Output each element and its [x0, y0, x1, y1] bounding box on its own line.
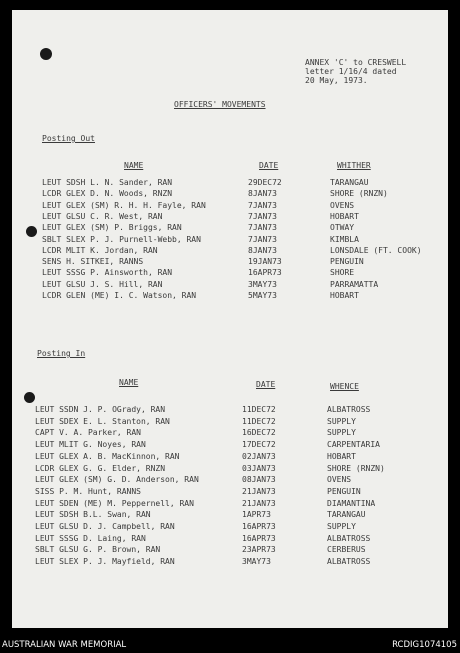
officer-name: LEUT GLEX A. B. MacKinnon, RAN	[35, 451, 180, 461]
officer-name: LEUT SDEN (ME) M. Peppernell, RAN	[35, 498, 194, 508]
movement-location: OVENS	[327, 475, 352, 485]
movement-date: 16APR73	[242, 522, 276, 531]
table-row	[12, 440, 448, 450]
table-row	[12, 405, 448, 415]
movement-location: SUPPLY	[327, 416, 356, 426]
movement-date: 16APR73	[242, 533, 276, 543]
officer-name: LEUT SSDN J. P. OGrady, RAN	[35, 405, 166, 414]
posting-out-whither-header: WHITHER	[337, 161, 371, 170]
movement-date: 8JAN73	[248, 245, 277, 255]
table-row	[12, 464, 448, 474]
posting-out-name-header: NAME	[124, 161, 144, 170]
officer-name: LEUT SSSG P. Ainsworth, RAN	[42, 268, 173, 278]
movement-location: PARRAMATTA	[330, 279, 379, 289]
table-row	[12, 280, 448, 290]
footer-archive-name: AUSTRALIAN WAR MEMORIAL	[2, 640, 127, 650]
annex-reference-line1: ANNEX 'C' to CRESWELL	[305, 58, 407, 67]
table-row	[12, 246, 448, 256]
document-title: OFFICERS' MOVEMENTS	[174, 100, 266, 109]
footer-record-id: RCDIG1074105	[392, 640, 457, 650]
posting-in-name-header: NAME	[119, 378, 139, 387]
table-row	[12, 178, 448, 188]
movement-location: SHORE (RNZN)	[327, 463, 385, 473]
movement-date: 7JAN73	[248, 234, 277, 244]
officer-name: LCDR GLEX D. N. Woods, RNZN	[42, 189, 173, 199]
posting-in-whence-header: WHENCE	[330, 382, 359, 391]
movement-date: 5MAY73	[248, 291, 277, 300]
movement-location: ALBATROSS	[327, 405, 371, 414]
annex-reference-line2: letter 1/16/4 dated	[305, 67, 397, 76]
punch-hole	[24, 392, 35, 403]
movement-location: TARANGAU	[327, 510, 366, 520]
officer-name: LEUT GLEX (SM) G. D. Anderson, RAN	[35, 475, 199, 485]
movement-date: 1APR73	[242, 510, 271, 520]
table-row	[12, 557, 448, 567]
movement-date: 29DEC72	[248, 178, 282, 187]
movement-location: OVENS	[330, 200, 355, 210]
movement-location: PENGUIN	[330, 257, 364, 267]
officer-name: LEUT SDSH B.L. Swan, RAN	[35, 510, 151, 520]
table-row	[12, 223, 448, 233]
movement-date: 11DEC72	[242, 405, 276, 414]
posting-in-date-header: DATE	[256, 380, 276, 389]
movement-location: HOBART	[330, 291, 359, 300]
movement-location: TARANGAU	[330, 178, 369, 187]
movement-date: 16APR73	[248, 268, 282, 278]
table-row	[12, 268, 448, 278]
officer-name: LCDR MLIT K. Jordan, RAN	[42, 245, 158, 255]
movement-date: 08JAN73	[242, 475, 276, 485]
officer-name: LEUT GLSU D. J. Campbell, RAN	[35, 522, 175, 531]
movement-location: PENGUIN	[327, 486, 361, 496]
table-row	[12, 291, 448, 301]
posting-out-heading: Posting Out	[42, 134, 95, 143]
punch-hole	[40, 48, 52, 60]
movement-location: HOBART	[327, 451, 356, 461]
movement-date: 3MAY73	[248, 279, 277, 289]
officer-name: LCDR GLEX G. G. Elder, RNZN	[35, 463, 166, 473]
table-row	[12, 189, 448, 199]
officer-name: SISS P. M. Hunt, RANNS	[35, 486, 141, 496]
movement-date: 11DEC72	[242, 416, 276, 426]
movement-location: SHORE (RNZN)	[330, 189, 388, 199]
table-row	[12, 522, 448, 532]
table-row	[12, 428, 448, 438]
footer-bar	[0, 634, 460, 653]
movement-date: 7JAN73	[248, 200, 277, 210]
movement-location: CERBERUS	[327, 545, 366, 555]
table-row	[12, 534, 448, 544]
table-row	[12, 487, 448, 497]
movement-date: 03JAN73	[242, 463, 276, 473]
table-row	[12, 417, 448, 427]
movement-date: 7JAN73	[248, 211, 277, 221]
movement-date: 19JAN73	[248, 257, 282, 267]
table-row	[12, 212, 448, 222]
movement-date: 23APR73	[242, 545, 276, 555]
officer-name: SBLT GLSU G. P. Brown, RAN	[35, 545, 161, 555]
movement-date: 16DEC72	[242, 428, 276, 438]
officer-name: LEUT SDEX E. L. Stanton, RAN	[35, 416, 170, 426]
officer-name: LEUT SDSH L. N. Sander, RAN	[42, 178, 173, 187]
movement-location: SUPPLY	[327, 522, 356, 531]
movement-location: DIAMANTINA	[327, 498, 376, 508]
table-row	[12, 475, 448, 485]
movement-date: 02JAN73	[242, 451, 276, 461]
document-page	[12, 10, 448, 628]
table-row	[12, 201, 448, 211]
movement-location: KIMBLA	[330, 234, 359, 244]
movement-location: OTWAY	[330, 223, 355, 233]
movement-location: LONSDALE (FT. COOK)	[330, 245, 422, 255]
officer-name: SBLT SLEX P. J. Purnell-Webb, RAN	[42, 234, 201, 244]
movement-date: 8JAN73	[248, 189, 277, 199]
table-row	[12, 257, 448, 267]
table-row	[12, 452, 448, 462]
movement-date: 3MAY73	[242, 557, 271, 567]
movement-location: ALBATROSS	[327, 533, 371, 543]
movement-location: HOBART	[330, 211, 359, 221]
movement-location: CARPENTARIA	[327, 440, 380, 450]
officer-name: LEUT SLEX P. J. Mayfield, RAN	[35, 557, 175, 567]
movement-date: 21JAN73	[242, 498, 276, 508]
table-row	[12, 510, 448, 520]
table-row	[12, 545, 448, 555]
movement-location: ALBATROSS	[327, 557, 371, 567]
annex-reference-line3: 20 May, 1973.	[305, 76, 368, 85]
table-row	[12, 235, 448, 245]
table-row	[12, 499, 448, 509]
officer-name: CAPT V. A. Parker, RAN	[35, 428, 141, 438]
movement-date: 17DEC72	[242, 440, 276, 450]
movement-location: SHORE	[330, 268, 355, 278]
officer-name: LEUT SSSG D. Laing, RAN	[35, 533, 146, 543]
movement-date: 7JAN73	[248, 223, 277, 233]
officer-name: LCDR GLEN (ME) I. C. Watson, RAN	[42, 291, 197, 300]
officer-name: LEUT GLEX (SM) R. H. H. Fayle, RAN	[42, 200, 206, 210]
officer-name: LEUT MLIT G. Noyes, RAN	[35, 440, 146, 450]
officer-name: LEUT GLEX (SM) P. Briggs, RAN	[42, 223, 182, 233]
posting-in-heading: Posting In	[37, 349, 86, 358]
officer-name: LEUT GLSU C. R. West, RAN	[42, 211, 163, 221]
officer-name: LEUT GLSU J. S. Hill, RAN	[42, 279, 163, 289]
officer-name: SENS H. SITKEI, RANNS	[42, 257, 144, 267]
movement-date: 21JAN73	[242, 486, 276, 496]
posting-out-date-header: DATE	[259, 161, 279, 170]
movement-location: SUPPLY	[327, 428, 356, 438]
